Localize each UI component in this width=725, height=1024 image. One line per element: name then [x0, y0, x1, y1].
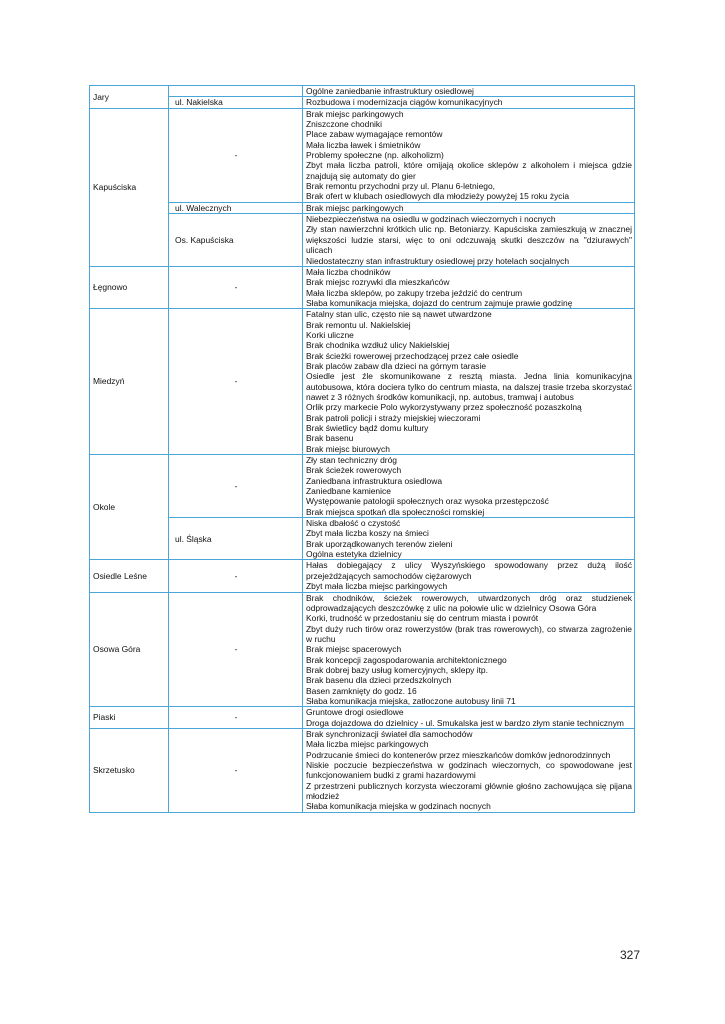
problem-item: Place zabaw wymagające remontów: [306, 129, 443, 140]
problem-item: Zbyt mała liczba patroli, które omijają okolice sklepów z alkoholem i miejsca gdzie znajdują się automaty do gier: [306, 160, 632, 181]
district-cell-legnowo: Łęgnowo: [90, 266, 169, 308]
problem-item: Zbyt mała liczba koszy na śmieci: [306, 528, 429, 539]
problem-item: Brak dobrej bazy usług komercyjnych, sklepy itp.: [306, 664, 488, 675]
table-row: [90, 202, 635, 213]
table-row: [90, 518, 635, 560]
problem-item: Brak ofert w klubach osiedlowych dla młodzieży powyżej 15 roku życia: [306, 191, 570, 202]
problem-item: Zły stan nawierzchni krótkich ulic np. Betoniarzy. Kapuściska zamieszkują w znacznej większości ludzie starsi, więc to oni odczuwają skutki deszczów na "dziurawych" ulicach: [306, 224, 632, 256]
problems-cell: [303, 592, 635, 707]
problems-cell: [303, 214, 635, 267]
street-cell: -: [169, 592, 303, 707]
problem-item: Brak miejsc parkingowych: [306, 202, 404, 213]
problem-item: Brak synchronizacji świateł dla samochodów: [306, 728, 473, 739]
problem-item: Mała liczba sklepów, po zakupy trzeba jeździć do centrum: [306, 287, 523, 298]
problems-cell: [303, 266, 635, 308]
problem-item: Niebezpieczeństwa na osiedlu w godzinach wieczornych i nocnych: [306, 214, 556, 225]
street-cell-nakielska: ul. Nakielska: [169, 97, 303, 108]
table-row: [90, 86, 635, 97]
problem-item: Zły stan techniczny dróg: [306, 455, 397, 466]
problems-cell: [303, 518, 635, 560]
problem-item: Brak basenu dla dzieci przedszkolnych: [306, 675, 452, 686]
problem-item: Zbyt duży ruch tirów oraz rowerzystów (brak tras rowerowych), co stwarza zagrożenie w ruchu: [306, 623, 632, 644]
district-cell-skrzetusko: Skrzetusko: [90, 728, 169, 812]
problem-item: Słaba komunikacja miejska w godzinach nocnych: [306, 801, 491, 812]
problem-item: Osiedle jest źle skomunikowane z resztą miasta. Jedna linia komunikacyjna autobusowa, która dociera tylko do centrum miasta, na dalszej trasie trzeba skorzystać nawet z 3 różnych środków komunikacji, np. autobus, tramwaj i autobus: [306, 371, 632, 402]
problems-cell: [303, 202, 635, 213]
problem-item: Z przestrzeni publicznych korzysta wieczorami głównie głośno zachowująca się pijana młodzież: [306, 780, 632, 802]
problem-item: Niskie poczucie bezpieczeństwa w godzinach wieczornych, co spowodowane jest funkcjonowaniem budki z grami hazardowymi: [306, 760, 632, 781]
problem-item: Zaniedbane kamienice: [306, 486, 391, 497]
street-cell: -: [169, 728, 303, 812]
problem-item: Brak placów zabaw dla dzieci na górnym tarasie: [306, 360, 487, 371]
street-cell: -: [169, 560, 303, 592]
problem-item: Problemy społeczne (np. alkoholizm): [306, 150, 444, 161]
problem-item: Mała liczba miejsc parkingowych: [306, 739, 429, 750]
problems-cell: [303, 455, 635, 518]
street-cell-slaska: ul. Śląska: [169, 518, 303, 560]
problem-item: Brak koncepcji zagospodarowania architektonicznego: [306, 654, 507, 665]
problem-item: Gruntowe drogi osiedlowe: [306, 707, 404, 718]
problems-cell: [303, 86, 635, 97]
problem-item: Brak miejsca spotkań dla społeczności romskiej: [306, 506, 485, 517]
page-number: 327: [619, 948, 640, 962]
problem-item: Słaba komunikacja miejska, dojazd do centrum zajmuje prawie godzinę: [306, 297, 573, 308]
district-cell-miedzyn: Miedzyń: [90, 309, 169, 455]
street-cell: -: [169, 108, 303, 202]
problem-item: Rozbudowa i modernizacja ciągów komunikacyjnych: [306, 97, 503, 108]
problems-cell: [303, 108, 635, 202]
problem-item: Brak ścieżek rowerowych: [306, 465, 402, 476]
problem-item: Brak świetlicy bądź domu kultury: [306, 423, 429, 433]
table-row: [90, 266, 635, 308]
table-row: [90, 309, 635, 455]
district-cell-okole: Okole: [90, 455, 169, 560]
problems-cell: [303, 560, 635, 592]
problem-item: Brak remontu ul. Nakielskiej: [306, 319, 411, 330]
table-row: [90, 455, 635, 518]
table-row: [90, 560, 635, 592]
problem-item: Brak remontu przychodni przy ul. Planu 6-letniego,: [306, 181, 496, 192]
problem-item: Brak miejsc biurowych: [306, 443, 390, 454]
street-cell: -: [169, 707, 303, 729]
table-row: [90, 214, 635, 267]
problem-item: Brak basenu: [306, 433, 354, 444]
street-cell: -: [169, 266, 303, 308]
problem-item: Fatalny stan ulic, często nie są nawet utwardzone: [306, 309, 492, 320]
street-cell-os-kapusciska: Os. Kapuściska: [169, 214, 303, 267]
table-row: [90, 592, 635, 707]
problem-item: Hałas dobiegający z ulicy Wyszyńskiego spowodowany przez dużą ilość przejeżdżających samochodów ciężarowych: [306, 560, 632, 581]
problem-item: Brak uporządkowanych terenów zieleni: [306, 538, 453, 549]
problem-item: Basen zamknięty do godz. 16: [306, 685, 417, 696]
street-cell-walecznych: ul. Walecznych: [169, 202, 303, 213]
problems-cell: [303, 309, 635, 455]
problem-item: Niska dbałość o czystość: [306, 518, 401, 529]
problem-item: Niedostateczny stan infrastruktury osiedlowej przy hotelach socjalnych: [306, 255, 570, 266]
problems-cell: [303, 728, 635, 812]
district-cell-kapusciska: Kapuściska: [90, 108, 169, 266]
district-cell-piaski: Piaski: [90, 707, 169, 729]
problem-item: Mała liczba chodników: [306, 266, 391, 277]
street-cell: [169, 86, 303, 97]
table-row: [90, 108, 635, 202]
problem-item: Ogólne zaniedbanie infrastruktury osiedlowej: [306, 86, 474, 96]
district-cell-osowa-gora: Osowa Góra: [90, 592, 169, 707]
district-cell-osiedle-lesne: Osiedle Leśne: [90, 560, 169, 592]
problem-item: Korki uliczne: [306, 329, 354, 340]
problems-cell: [303, 707, 635, 729]
table-row: [90, 728, 635, 812]
street-cell: -: [169, 309, 303, 455]
table-row: [90, 97, 635, 108]
problem-item: Brak miejsc parkingowych: [306, 108, 404, 119]
problem-item: Brak chodników, ścieżek rowerowych, utwardzonych dróg oraz studzienek odprowadzających deszczówkę z ulic na połowie ulic w dzielnicy Osowa Góra: [306, 592, 632, 613]
table-row: [90, 707, 635, 729]
problem-item: Podrzucanie śmieci do kontenerów przez mieszkańców domków jednorodzinnych: [306, 749, 611, 760]
problem-item: Orlik przy markecie Polo wykorzystywany przez społeczność pozaszkolną: [306, 402, 582, 413]
problem-item: Droga dojazdowa do dzielnicy - ul. Smukalska jest w bardzo złym stanie technicznym: [306, 717, 624, 728]
problem-item: Brak ścieżki rowerowej przechodzącej przez całe osiedle: [306, 350, 519, 361]
street-cell: -: [169, 455, 303, 518]
problems-cell: [303, 97, 635, 108]
problem-item: Zbyt mała liczba miejsc parkingowych: [306, 581, 448, 592]
district-cell-jary: Jary: [90, 86, 169, 109]
problem-item: Zniszczone chodniki: [306, 119, 382, 130]
problem-item: Korki, trudność w przedostaniu się do centrum miasta i powrót: [306, 613, 539, 624]
problem-item: Zaniedbana infrastruktura osiedlowa: [306, 475, 443, 486]
problem-item: Ogólna estetyka dzielnicy: [306, 549, 402, 560]
problem-item: Słaba komunikacja miejska, zatłoczone autobusy linii 71: [306, 695, 516, 706]
problem-item: Występowanie patologii społecznych oraz wysoka przestępczość: [306, 496, 549, 507]
districts-problems-table: [89, 85, 635, 813]
problem-item: Mała liczba ławek i śmietników: [306, 139, 421, 150]
problem-item: Brak miejsc spacerowych: [306, 644, 402, 655]
problem-item: Brak chodnika wzdłuż ulicy Nakielskiej: [306, 340, 450, 351]
problem-item: Brak miejsc rozrywki dla mieszkańców: [306, 277, 450, 288]
problem-item: Brak patroli policji i straży miejskiej wieczorami: [306, 412, 481, 423]
